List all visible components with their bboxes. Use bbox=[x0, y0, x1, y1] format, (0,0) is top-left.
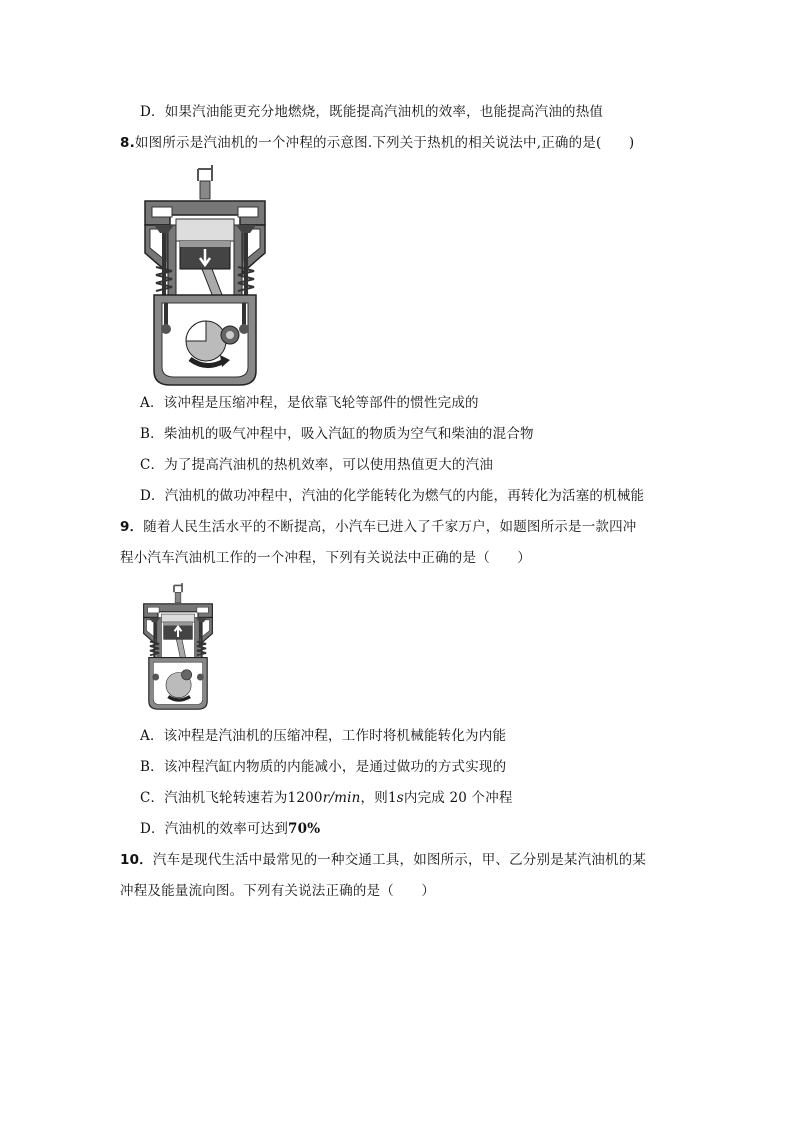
engine-diagram-q9 bbox=[140, 582, 216, 712]
q9-option-c-time-unit: s bbox=[396, 790, 404, 806]
q9-option-c-speed: 1200 bbox=[287, 790, 323, 806]
question-8-stem bbox=[120, 134, 634, 152]
question-8-number: 8. bbox=[120, 135, 135, 151]
question-9-stem-line2: 程小汽车汽油机工作的一个冲程，下列有关说法中正确的是（ ） bbox=[120, 550, 531, 566]
question-9-text1: 随着人民生活水平的不断提高，小汽车已进入了千家万户，如题图所示是一款四冲 bbox=[143, 519, 637, 535]
q8-option-b: B．柴油机的吸气冲程中，吸入汽缸的物质为空气和柴油的混合物 bbox=[140, 426, 534, 442]
q8-option-c: C．为了提高汽油机的热机效率，可以使用热值更大的汽油 bbox=[140, 457, 494, 473]
q9-option-c-time: 1 bbox=[387, 790, 397, 806]
question-8-text: 如图所示是汽油机的一个冲程的示意图.下列关于热机的相关说法中,正确的是( ) bbox=[134, 135, 635, 151]
q7-option-d: D．如果汽油能更充分地燃烧，既能提高汽油机的效率，也能提高汽油的热值 bbox=[140, 104, 604, 120]
question-9-number: 9． bbox=[120, 519, 144, 535]
engine-diagram-q8 bbox=[140, 163, 270, 390]
q9-option-c-text: C．汽油机飞轮转速若为 bbox=[140, 790, 288, 806]
q9-option-b: B．该冲程汽缸内物质的内能减小，是通过做功的方式实现的 bbox=[140, 759, 507, 775]
q9-option-d-value: 70% bbox=[288, 821, 321, 837]
question-10-text1: 汽车是现代生活中最常见的一种交通工具，如图所示，甲、乙分别是某汽油机的某 bbox=[152, 852, 647, 868]
question-10-stem-line2: 冲程及能量流向图。下列有关说法正确的是（ ） bbox=[120, 883, 436, 899]
q9-option-c-unit: r/min bbox=[322, 790, 361, 806]
q9-option-d bbox=[140, 820, 320, 838]
q8-option-a: A．该冲程是压缩冲程，是依靠飞轮等部件的惯性完成的 bbox=[140, 395, 479, 411]
q9-option-c-rest: 内完成 20 个冲程 bbox=[403, 790, 513, 806]
q9-option-d-text: D．汽油机的效率可达到 bbox=[140, 821, 289, 837]
q8-option-d: D．汽油机的做功冲程中，汽油的化学能转化为燃气的内能，再转化为活塞的机械能 bbox=[140, 488, 645, 504]
q9-option-c-mid: ，则 bbox=[360, 790, 388, 806]
question-10-number: 10． bbox=[120, 852, 153, 868]
question-9-stem-line1 bbox=[120, 518, 637, 536]
q9-option-a: A．该冲程是汽油机的压缩冲程，工作时将机械能转化为内能 bbox=[140, 728, 507, 744]
question-10-stem-line1 bbox=[120, 851, 646, 869]
q9-option-c bbox=[140, 789, 513, 807]
